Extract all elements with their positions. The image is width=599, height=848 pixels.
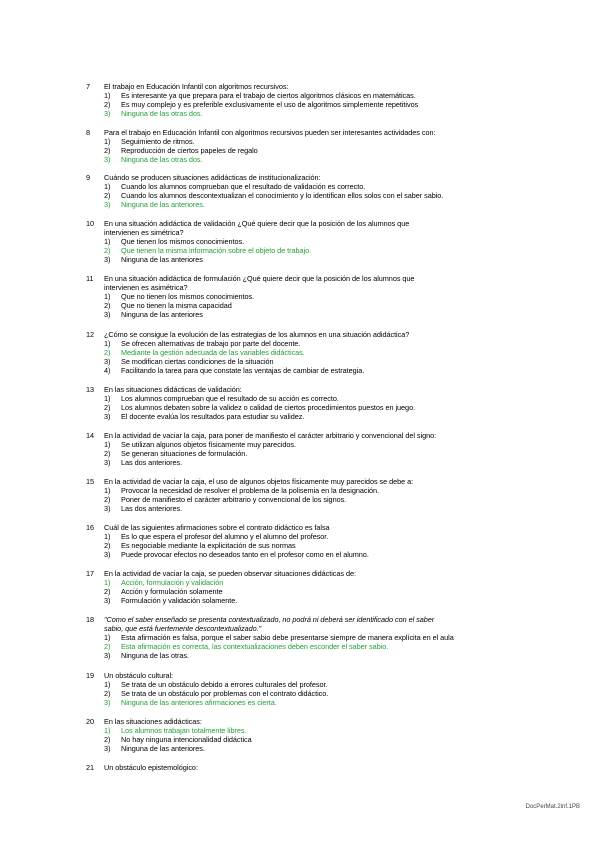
option-text: Acción y formulación solamente bbox=[121, 587, 223, 596]
answer-option bbox=[104, 642, 504, 651]
option-label: 2) bbox=[104, 348, 111, 357]
option-text: Esta afirmación es falsa, porque el saber sabio debe presentarse siempre de manera explícita en el aula bbox=[121, 633, 454, 642]
option-label: 1) bbox=[104, 91, 111, 100]
option-text: Formulación y validación solamente. bbox=[121, 596, 238, 605]
question-number: 9 bbox=[86, 173, 91, 182]
option-text: Se utilizan algunos objetos físicamente muy parecidos. bbox=[121, 440, 296, 449]
answer-option bbox=[104, 137, 504, 146]
option-label: 2) bbox=[104, 191, 111, 200]
answer-option bbox=[104, 495, 504, 504]
option-label: 3) bbox=[104, 596, 111, 605]
option-label: 2) bbox=[104, 689, 111, 698]
question-text: Un obstáculo cultural: bbox=[104, 671, 174, 680]
option-text: Que no tienen los mismos conocimientos. bbox=[121, 292, 255, 301]
answer-option bbox=[104, 504, 504, 513]
option-label: 3) bbox=[104, 200, 111, 209]
answer-option bbox=[104, 366, 504, 375]
answer-option bbox=[104, 587, 504, 596]
option-text: Que tienen los mismos conocimientos. bbox=[121, 237, 245, 246]
option-label: 1) bbox=[104, 633, 111, 642]
option-text: Se modifican ciertas condiciones de la situación bbox=[121, 357, 274, 366]
option-text: Los alumnos trabajan totalmente libres. bbox=[121, 726, 247, 735]
answer-option bbox=[104, 339, 504, 348]
option-text: Ninguna de las anteriores. bbox=[121, 200, 205, 209]
question-text: ¿Cómo se consigue la evolución de las estrategias de los alumnos en una situación adidáctica? bbox=[104, 330, 410, 339]
answer-option bbox=[104, 486, 504, 495]
option-label: 2) bbox=[104, 541, 111, 550]
option-label: 1) bbox=[104, 578, 111, 587]
option-text: Que tienen la misma información sobre el objeto de trabajo. bbox=[121, 246, 312, 255]
answer-option bbox=[104, 726, 504, 735]
option-text: Es muy complejo y es preferible exclusivamente el uso de algoritmos simplemente repetitivos bbox=[121, 100, 419, 109]
option-label: 2) bbox=[104, 301, 111, 310]
option-text: Se generan situaciones de formulación. bbox=[121, 449, 248, 458]
option-text: Es interesante ya que prepara para el trabajo de ciertos algoritmos clásicos en matemáticas. bbox=[121, 91, 416, 100]
answer-option bbox=[104, 440, 504, 449]
option-label: 3) bbox=[104, 651, 111, 660]
option-label: 1) bbox=[104, 486, 111, 495]
option-text: Cuando los alumnos descontextualizan el conocimiento y lo identifican ellos solos con el saber sabio. bbox=[121, 191, 444, 200]
answer-option bbox=[104, 550, 504, 559]
question-text: "Como el saber enseñado se presenta contextualizado, no podrá ni deberá ser identificado con el saber sabio, que está fuertemente descontextualizado." bbox=[104, 615, 435, 633]
question-number: 13 bbox=[86, 385, 95, 394]
answer-option bbox=[104, 237, 504, 246]
option-text: Ninguna de las anteriores. bbox=[121, 744, 205, 753]
option-text: Los alumnos comprueban que el resultado de su acción es correcto. bbox=[121, 394, 339, 403]
question-text: En la actividad de vaciar la caja, se pueden observar situaciones didácticas de: bbox=[104, 569, 356, 578]
question-19 bbox=[0, 671, 599, 707]
option-label: 3) bbox=[104, 412, 111, 421]
answer-option bbox=[104, 449, 504, 458]
option-label: 2) bbox=[104, 735, 111, 744]
question-16 bbox=[0, 523, 599, 559]
answer-option bbox=[104, 394, 504, 403]
question-text: En las situaciones didácticas de validación: bbox=[104, 385, 242, 394]
option-text: Se trata de un obstáculo por problemas con el contrato didáctico. bbox=[121, 689, 329, 698]
option-label: 1) bbox=[104, 182, 111, 191]
page-footer: DocPerMat.2inf.1PB bbox=[525, 804, 580, 810]
option-text: Es lo que espera el profesor del alumno y el alumno del profesor. bbox=[121, 532, 329, 541]
question-17 bbox=[0, 569, 599, 605]
question-number: 14 bbox=[86, 431, 95, 440]
question-number: 8 bbox=[86, 128, 91, 137]
option-text: Reproducción de ciertos papeles de regalo bbox=[121, 146, 258, 155]
question-number: 18 bbox=[86, 615, 95, 624]
option-text: Provocar la necesidad de resolver el problema de la polisemia en la designación. bbox=[121, 486, 380, 495]
question-15 bbox=[0, 477, 599, 513]
option-label: 1) bbox=[104, 339, 111, 348]
question-number: 21 bbox=[86, 763, 95, 772]
question-10 bbox=[0, 219, 599, 264]
answer-option bbox=[104, 403, 504, 412]
answer-option bbox=[104, 532, 504, 541]
question-number: 16 bbox=[86, 523, 95, 532]
question-text: En una situación adidáctica de formulación ¿Qué quiere decir que la posición de los alumnos que intervienen es asimétrica? bbox=[104, 274, 415, 292]
option-text: No hay ninguna intencionalidad didáctica bbox=[121, 735, 252, 744]
option-label: 1) bbox=[104, 726, 111, 735]
question-12 bbox=[0, 330, 599, 375]
question-9 bbox=[0, 173, 599, 209]
option-text: Facilitando la tarea para que constate las ventajas de cambiar de estrategia. bbox=[121, 366, 365, 375]
option-label: 2) bbox=[104, 403, 111, 412]
option-label: 3) bbox=[104, 357, 111, 366]
answer-option bbox=[104, 100, 504, 109]
answer-option bbox=[104, 255, 504, 264]
option-text: Ninguna de las anteriores bbox=[121, 310, 203, 319]
answer-option bbox=[104, 698, 504, 707]
option-text: Se ofrecen alternativas de trabajo por parte del docente. bbox=[121, 339, 301, 348]
answer-option bbox=[104, 458, 504, 467]
option-text: Seguimiento de ritmos. bbox=[121, 137, 195, 146]
option-label: 3) bbox=[104, 255, 111, 264]
question-8 bbox=[0, 128, 599, 164]
question-21 bbox=[0, 763, 599, 772]
option-label: 2) bbox=[104, 246, 111, 255]
question-18 bbox=[0, 615, 599, 660]
question-text: En una situación adidáctica de validación ¿Qué quiere decir que la posición de los alumnos que intervienen es simétrica? bbox=[104, 219, 410, 237]
option-text: Poner de manifiesto el carácter arbitrario y convencional de los signos. bbox=[121, 495, 347, 504]
answer-option bbox=[104, 246, 504, 255]
answer-option bbox=[104, 182, 504, 191]
answer-option bbox=[104, 357, 504, 366]
answer-option bbox=[104, 91, 504, 100]
option-label: 3) bbox=[104, 550, 111, 559]
question-20 bbox=[0, 717, 599, 753]
question-number: 12 bbox=[86, 330, 95, 339]
option-text: Ninguna de las otras dos. bbox=[121, 155, 203, 164]
answer-option bbox=[104, 292, 504, 301]
option-text: Los alumnos debaten sobre la validez o calidad de ciertos procedimientos puestos en juego. bbox=[121, 403, 416, 412]
question-number: 19 bbox=[86, 671, 95, 680]
answer-option bbox=[104, 191, 504, 200]
option-text: Mediante la gestión adecuada de las variables didácticas. bbox=[121, 348, 305, 357]
answer-option bbox=[104, 651, 504, 660]
answer-option bbox=[104, 155, 504, 164]
option-label: 1) bbox=[104, 440, 111, 449]
option-text: Que no tienen la misma capacidad bbox=[121, 301, 232, 310]
answer-option bbox=[104, 146, 504, 155]
option-label: 3) bbox=[104, 109, 111, 118]
option-text: El docente evalúa los resultados para estudiar su validez. bbox=[121, 412, 305, 421]
answer-option bbox=[104, 596, 504, 605]
question-text: El trabajo en Educación Infantil con algoritmos recursivos: bbox=[104, 82, 289, 91]
question-11 bbox=[0, 274, 599, 319]
option-label: 2) bbox=[104, 100, 111, 109]
option-text: Ninguna de las otras. bbox=[121, 651, 189, 660]
question-text: Un obstáculo epistemológico: bbox=[104, 763, 198, 772]
answer-option bbox=[104, 348, 504, 357]
option-label: 1) bbox=[104, 394, 111, 403]
option-text: Ninguna de las anteriores afirmaciones es cierta. bbox=[121, 698, 277, 707]
option-label: 3) bbox=[104, 698, 111, 707]
answer-option bbox=[104, 689, 504, 698]
option-text: Puede provocar efectos no deseados tanto en el profesor como en el alumno. bbox=[121, 550, 369, 559]
option-label: 1) bbox=[104, 680, 111, 689]
question-text: En la actividad de vaciar la caja, el uso de algunos objetos físicamente muy parecidos se debe a: bbox=[104, 477, 414, 486]
answer-option bbox=[104, 310, 504, 319]
option-label: 1) bbox=[104, 292, 111, 301]
option-label: 3) bbox=[104, 744, 111, 753]
option-label: 2) bbox=[104, 146, 111, 155]
option-label: 1) bbox=[104, 137, 111, 146]
question-number: 11 bbox=[86, 274, 94, 283]
question-text: En las situaciones adidácticas: bbox=[104, 717, 202, 726]
option-text: Acción, formulación y validación bbox=[121, 578, 224, 587]
option-text: Ninguna de las otras dos. bbox=[121, 109, 203, 118]
answer-option bbox=[104, 109, 504, 118]
answer-option bbox=[104, 541, 504, 550]
option-label: 1) bbox=[104, 532, 111, 541]
question-number: 20 bbox=[86, 717, 95, 726]
answer-option bbox=[104, 301, 504, 310]
option-label: 3) bbox=[104, 155, 111, 164]
answer-option bbox=[104, 680, 504, 689]
question-text: Cuándo se producen situaciones adidácticas de institucionalización: bbox=[104, 173, 321, 182]
option-label: 3) bbox=[104, 504, 111, 513]
answer-option bbox=[104, 633, 504, 642]
option-text: Cuando los alumnos comprueban que el resultado de validación es correcto. bbox=[121, 182, 366, 191]
option-label: 4) bbox=[104, 366, 111, 375]
option-text: Las dos anteriores. bbox=[121, 504, 183, 513]
option-label: 2) bbox=[104, 587, 111, 596]
option-text: Esta afirmación es correcta, las contextualizaciones deben esconder el saber sabio. bbox=[121, 642, 389, 651]
option-label: 2) bbox=[104, 495, 111, 504]
option-text: Es negociable mediante la explicitación de sus normas bbox=[121, 541, 296, 550]
answer-option bbox=[104, 735, 504, 744]
option-label: 2) bbox=[104, 449, 111, 458]
option-label: 2) bbox=[104, 642, 111, 651]
question-number: 7 bbox=[86, 82, 91, 91]
option-label: 3) bbox=[104, 458, 111, 467]
answer-option bbox=[104, 744, 504, 753]
option-text: Ninguna de las anteriores bbox=[121, 255, 203, 264]
question-7 bbox=[0, 82, 599, 118]
option-text: Se trata de un obstáculo debido a errores culturales del profesor. bbox=[121, 680, 328, 689]
answer-option bbox=[104, 578, 504, 587]
question-text: En la actividad de vaciar la caja, para poner de manifiesto el carácter arbitrario y convencional del signo: bbox=[104, 431, 437, 440]
answer-option bbox=[104, 200, 504, 209]
question-13 bbox=[0, 385, 599, 421]
question-text: Cuál de las siguientes afirmaciones sobre el contrato didáctico es falsa bbox=[104, 523, 330, 532]
question-number: 17 bbox=[86, 569, 95, 578]
option-label: 1) bbox=[104, 237, 111, 246]
option-label: 3) bbox=[104, 310, 111, 319]
answer-option bbox=[104, 412, 504, 421]
option-text: Las dos anteriores. bbox=[121, 458, 183, 467]
question-number: 10 bbox=[86, 219, 95, 228]
question-14 bbox=[0, 431, 599, 467]
question-text: Para el trabajo en Educación Infantil con algoritmos recursivos pueden ser interesantes actividades con: bbox=[104, 128, 436, 137]
question-number: 15 bbox=[86, 477, 95, 486]
